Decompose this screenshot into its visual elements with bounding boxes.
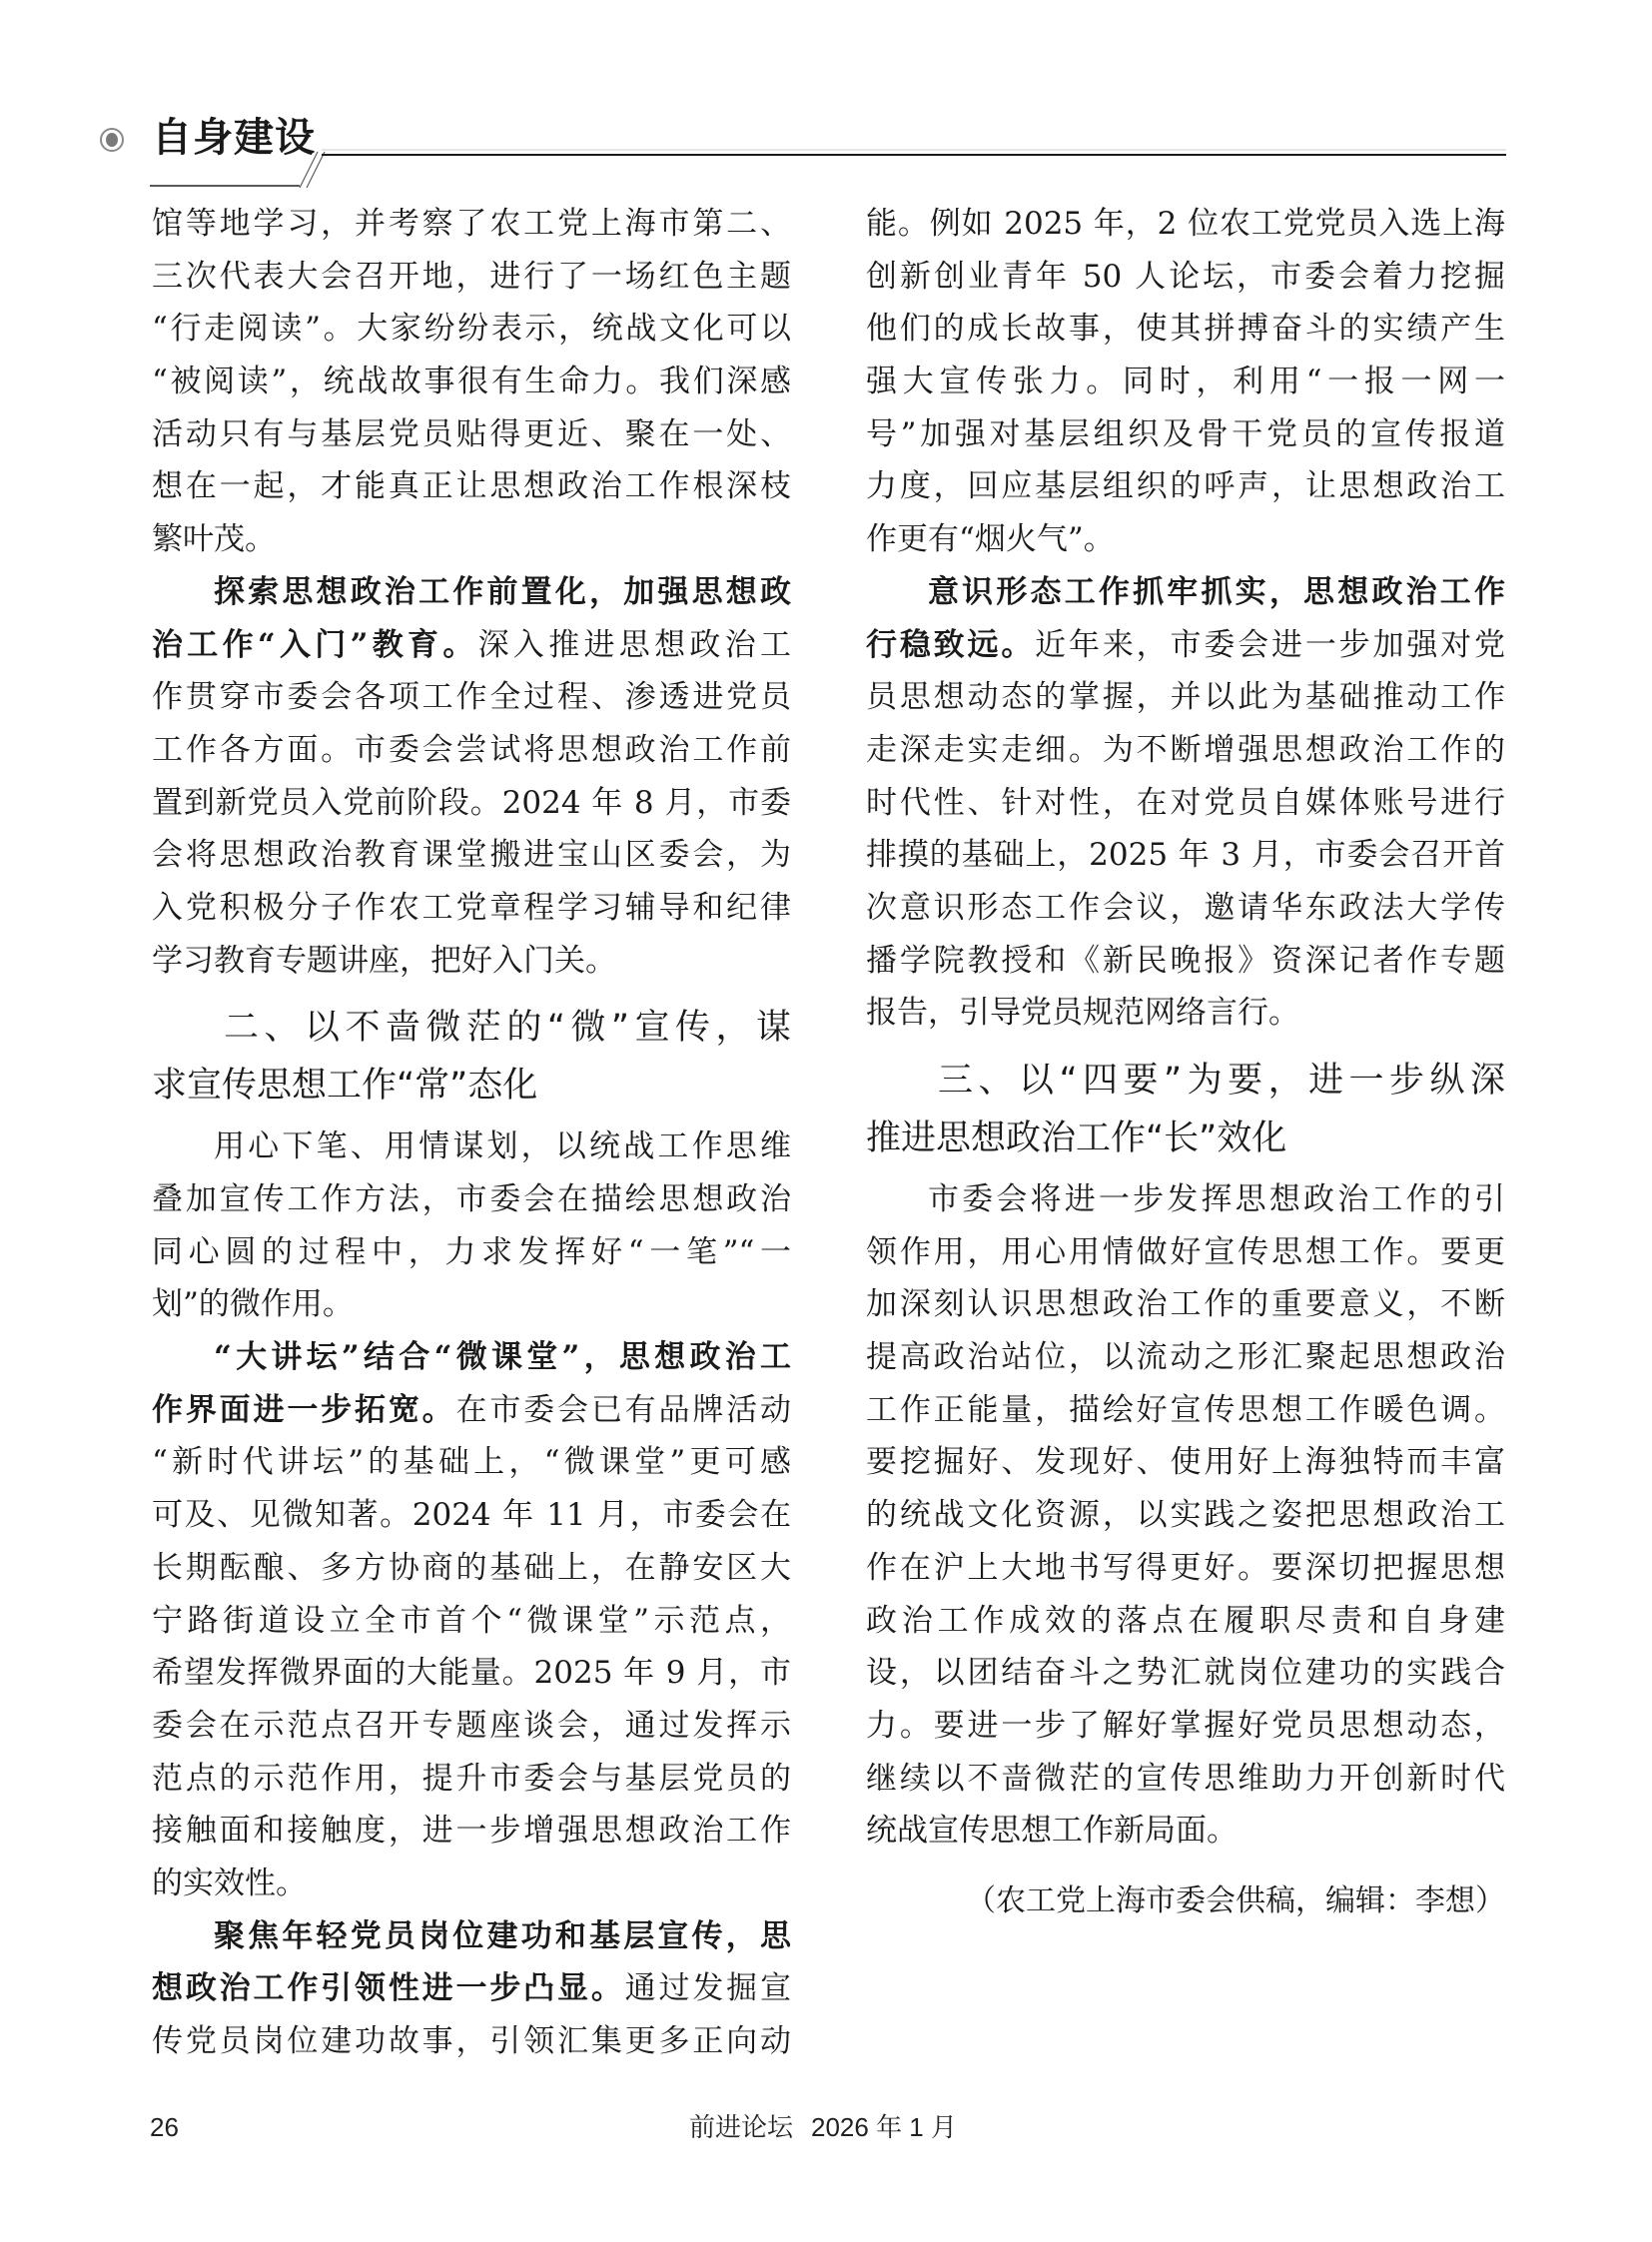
header-slash-1	[300, 152, 318, 188]
text-span: 传党员岗位建功故事，引领汇集更多正向动	[152, 2023, 791, 2059]
text-span: 领作用，用心用情做好宣传思想工作。要更	[866, 1233, 1505, 1270]
section-heading	[152, 999, 791, 1115]
text-span: 的实效性。	[152, 1865, 307, 1901]
text-span: 加深刻认识思想政治工作的重要意义，不断	[866, 1286, 1505, 1323]
text-span: 力度，回应基层组织的呼声，让思想政治工	[866, 468, 1505, 505]
text-line	[152, 1647, 791, 1700]
text-span: 近年来，市委会进一步加强对党	[1035, 626, 1506, 663]
text-line	[152, 1542, 791, 1595]
text-span: 活动只有与基层党员贴得更近、聚在一处、	[152, 415, 791, 452]
text-line	[866, 1489, 1505, 1542]
text-line	[152, 1595, 791, 1648]
text-span: 通过发掘宣	[624, 1970, 792, 2007]
text-span: 员思想动态的掌握，并以此为基础推动工作	[866, 679, 1505, 716]
text-line	[152, 356, 791, 408]
text-span: 学习教育专题讲座，把好入门关。	[152, 942, 616, 979]
text-line	[152, 1962, 791, 2015]
text-line	[152, 1489, 791, 1542]
text-span: 入党积极分子作农工党章程学习辅导和纪律	[152, 889, 791, 926]
text-line	[866, 460, 1505, 513]
bold-lead-text: 探索思想政治工作前置化，加强思想政	[214, 573, 791, 610]
text-line	[866, 1173, 1505, 1226]
text-span: 希望发挥微界面的大能量。2025 年 9 月，市	[152, 1655, 791, 1692]
text-span: 报告，引导党员规范网络言行。	[866, 995, 1299, 1032]
text-span: 叠加宣传工作方法，市委会在描绘思想政治	[152, 1181, 791, 1217]
text-line	[866, 356, 1505, 408]
text-span: 接触面和接触度，进一步增强思想政治工作	[152, 1813, 791, 1850]
text-span: 政治工作成效的落点在履职尽责和自身建	[866, 1602, 1505, 1639]
text-line	[152, 1331, 791, 1384]
article-credit: （农工党上海市委会供稿，编辑：李想）	[966, 1882, 1505, 1918]
header-rule	[0, 0, 1652, 200]
text-span: 想在一起，才能真正让思想政治工作根深枝	[152, 468, 791, 505]
text-span: 用心下笔、用情谋划，以统战工作思维	[214, 1128, 791, 1165]
text-span: 繁叶茂。	[152, 521, 276, 558]
paragraph	[152, 1910, 791, 2068]
paragraph	[152, 1331, 791, 1910]
text-line	[152, 513, 791, 566]
text-line	[866, 724, 1505, 777]
text-line	[152, 1700, 791, 1753]
paragraph	[866, 1173, 1505, 1858]
text-line	[866, 198, 1505, 251]
heading-line	[152, 1057, 791, 1115]
text-span: 力。要进一步了解好掌握好党员思想动态，	[866, 1707, 1505, 1744]
paragraph	[866, 198, 1505, 566]
text-line	[152, 1278, 791, 1331]
text-span: 三次代表大会召开地，进行了一场红色主题	[152, 258, 791, 295]
text-line	[866, 671, 1505, 724]
text-line	[152, 198, 791, 251]
text-line	[866, 1753, 1505, 1806]
text-line	[152, 251, 791, 304]
text-span: 次意识形态工作会议，邀请华东政法大学传	[866, 889, 1505, 926]
text-span: 范点的示范作用，提升市委会与基层党员的	[152, 1760, 791, 1797]
left-column	[152, 198, 791, 2068]
text-line	[866, 1331, 1505, 1384]
text-line	[866, 1805, 1505, 1858]
text-span: 要挖掘好、发现好、使用好上海独特而丰富	[866, 1444, 1505, 1481]
text-line	[152, 408, 791, 461]
text-span: 统战宣传思想工作新局面。	[866, 1813, 1238, 1850]
text-line	[152, 671, 791, 724]
text-line	[152, 2015, 791, 2068]
text-span: 设，以团结奋斗之势汇就岗位建功的实践合	[866, 1655, 1505, 1692]
section-heading	[866, 1052, 1505, 1167]
text-line	[866, 777, 1505, 830]
text-line	[152, 935, 791, 988]
text-span: 工作各方面。市委会尝试将思想政治工作前	[152, 731, 791, 768]
bold-lead-text: 作界面进一步拓宽。	[152, 1391, 456, 1428]
text-span: 宁路街道设立全市首个“微课堂”示范点，	[152, 1602, 791, 1639]
text-line	[152, 1858, 791, 1910]
text-line	[152, 460, 791, 513]
heading-line	[866, 1110, 1505, 1167]
text-line	[152, 566, 791, 619]
heading-line	[866, 1052, 1505, 1110]
text-line	[866, 1278, 1505, 1331]
text-span: 推进思想政治工作“长”效化	[866, 1119, 1287, 1158]
text-line	[866, 1384, 1505, 1437]
bold-lead-text: “大讲坛”结合“微课堂”，思想政治工	[214, 1339, 791, 1376]
text-line	[866, 1595, 1505, 1648]
text-line	[152, 777, 791, 830]
issue-date: 2026 年 1 月	[811, 2112, 957, 2142]
text-span: 工作正能量，描绘好宣传思想工作暖色调。	[866, 1391, 1505, 1428]
text-span: 划”的微作用。	[152, 1286, 354, 1323]
bold-lead-text: 意识形态工作抓牢抓实，思想政治工作	[928, 573, 1505, 610]
text-line	[152, 829, 791, 882]
paragraph	[152, 1121, 791, 1331]
heading-line	[152, 999, 791, 1057]
text-line	[866, 1542, 1505, 1595]
paragraph	[866, 566, 1505, 1040]
right-column	[866, 198, 1505, 1928]
text-span: 能。例如 2025 年，2 位农工党党员入选上海	[866, 206, 1505, 242]
text-line	[866, 303, 1505, 356]
text-span: 馆等地学习，并考察了农工党上海市第二、	[152, 206, 791, 242]
text-span: “被阅读”，统战故事很有生命力。我们深感	[152, 364, 791, 400]
text-line	[866, 1647, 1505, 1700]
text-span: 市委会将进一步发挥思想政治工作的引	[928, 1181, 1505, 1217]
text-line	[866, 935, 1505, 988]
text-span: 他们的成长故事，使其拼搏奋斗的实绩产生	[866, 311, 1505, 348]
text-line	[152, 1436, 791, 1489]
paragraph	[152, 198, 791, 566]
text-span: 作更有“烟火气”。	[866, 521, 1115, 558]
text-span: 时代性、针对性，在对党员自媒体账号进行	[866, 784, 1505, 821]
text-span: 求宣传思想工作“常”态化	[152, 1066, 538, 1107]
text-line	[866, 619, 1505, 672]
text-line	[866, 882, 1505, 935]
text-span: 播学院教授和《新民晚报》资深记者作专题	[866, 942, 1505, 979]
text-line	[866, 566, 1505, 619]
text-line	[152, 1753, 791, 1806]
text-line	[152, 1173, 791, 1226]
text-span: 会将思想政治教育课堂搬进宝山区委会，为	[152, 837, 791, 874]
text-line	[152, 882, 791, 935]
text-line	[152, 1384, 791, 1437]
text-span: 可及、见微知著。2024 年 11 月，市委会在	[152, 1497, 791, 1534]
text-span: 号”加强对基层组织及骨干党员的宣传报道	[866, 415, 1505, 452]
publication-name: 前进论坛	[689, 2112, 794, 2142]
text-line	[866, 408, 1505, 461]
section-title: 自身建设	[152, 114, 316, 161]
text-line	[152, 619, 791, 672]
paragraph	[152, 566, 791, 988]
text-span: 长期酝酿、多方协商的基础上，在静安区大	[152, 1549, 791, 1586]
text-span: “行走阅读”。大家纷纷表示，统战文化可以	[152, 311, 791, 348]
page-number: 26	[150, 2112, 179, 2142]
text-span: 提高政治站位，以流动之形汇聚起思想政治	[866, 1339, 1505, 1376]
text-span: 三、以“四要”为要，进一步纵深	[938, 1061, 1505, 1101]
text-span: 排摸的基础上，2025 年 3 月，市委会召开首	[866, 837, 1505, 874]
text-span: 作贯穿市委会各项工作全过程、渗透进党员	[152, 679, 791, 716]
text-line	[152, 1805, 791, 1858]
text-line	[866, 1700, 1505, 1753]
text-line	[866, 829, 1505, 882]
text-span: 创新创业青年 50 人论坛，市委会着力挖掘	[866, 258, 1505, 295]
bold-lead-text: 想政治工作引领性进一步凸显。	[152, 1970, 625, 2007]
text-span: 委会在示范点召开专题座谈会，通过发挥示	[152, 1707, 791, 1744]
text-span: 作在沪上大地书写得更好。要深切把握思想	[866, 1549, 1505, 1586]
text-line	[866, 987, 1505, 1040]
text-span: 同心圆的过程中，力求发挥好“一笔”“一	[152, 1233, 791, 1270]
bold-lead-text: 行稳致远。	[866, 626, 1036, 663]
text-line	[866, 1436, 1505, 1489]
bold-lead-text: 治工作“入门”教育。	[152, 626, 478, 663]
text-line	[866, 1226, 1505, 1279]
text-span: 在市委会已有品牌活动	[455, 1391, 791, 1428]
text-line	[152, 303, 791, 356]
text-span: “新时代讲坛”的基础上，“微课堂”更可感	[152, 1444, 791, 1481]
text-span: 的统战文化资源，以实践之姿把思想政治工	[866, 1497, 1505, 1534]
text-line	[152, 724, 791, 777]
text-span: 二、以不啬微茫的“微”宣传，谋	[224, 1008, 791, 1049]
text-span: 走深走实走细。为不断增强思想政治工作的	[866, 731, 1505, 768]
text-span: 继续以不啬微茫的宣传思维助力开创新时代	[866, 1760, 1505, 1797]
text-line	[866, 513, 1505, 566]
text-span: 强大宣传张力。同时，利用“一报一网一	[866, 364, 1505, 400]
text-line	[152, 1226, 791, 1279]
bold-lead-text: 聚焦年轻党员岗位建功和基层宣传，思	[214, 1917, 791, 1954]
text-line	[866, 251, 1505, 304]
text-line	[152, 1910, 791, 1963]
text-span: 置到新党员入党前阶段。2024 年 8 月，市委	[152, 784, 791, 821]
header-slash-2	[307, 152, 325, 188]
text-line	[152, 1121, 791, 1173]
text-span: 深入推进思想政治工	[477, 626, 791, 663]
